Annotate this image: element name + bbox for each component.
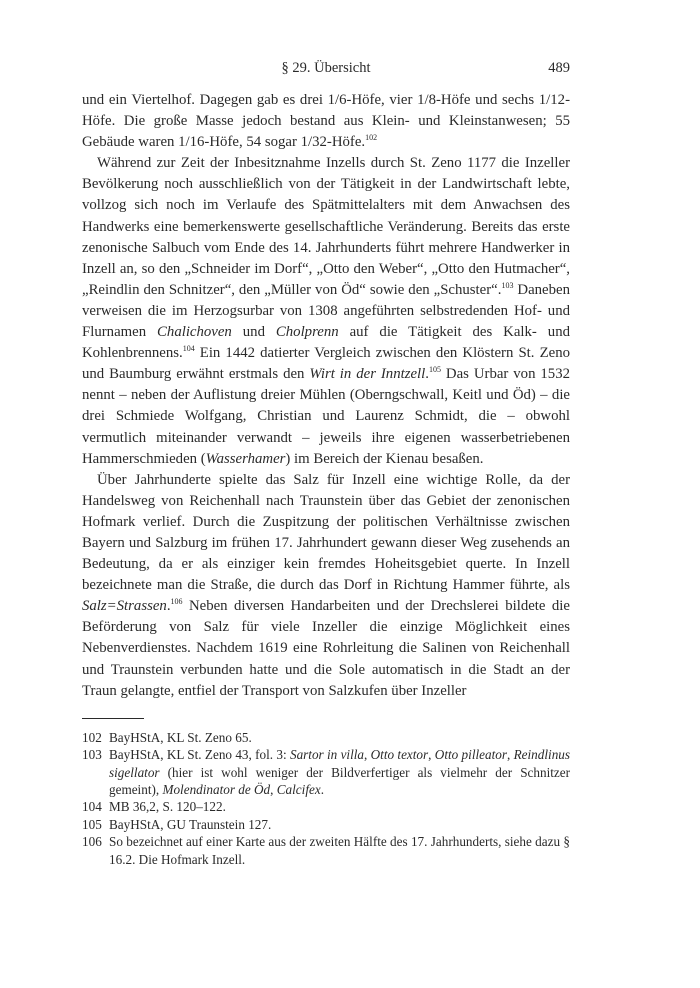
text-run: , <box>364 747 371 763</box>
footnote <box>82 833 570 868</box>
footnote-number: 104 <box>82 799 102 815</box>
italic-text: Molendinator de Öd <box>162 781 271 797</box>
text-run: . <box>166 598 171 615</box>
text-run: Daneben verweisen die im Herzogsurbar von 1308 angeführten selbstredenden Hof- und Flurnamen <box>82 281 570 341</box>
footnote-number: 105 <box>82 816 102 832</box>
text-run: Über Jahrhunderte spielte das Salz für Inzell eine wichtige Rolle, da der Handelsweg von Reichenhall nach Traunstein über das Gebiet der zenonischen Hofmark verlief. Durch die Zuspitzung der politischen Verhältnisse zwischen Bayern und Salzburg im frühen 17. Jahrhundert gewann dieser Weg zusehends an Bedeutung, da er als einziger kein fremdes Hoheitsgebiet querte. In Inzell bezeichnete man die Straße, die durch das Dorf in Richtung Hammer führte, als <box>82 471 570 594</box>
footnote <box>82 816 570 833</box>
text-run: Ein 1442 datierter Vergleich zwischen den Klöstern St. Zeno und Baumburg erwähnt erstmals den <box>82 345 570 383</box>
footnote-marker: 104 <box>182 344 195 354</box>
footnote-marker: 103 <box>501 280 514 290</box>
italic-text: Reindlinus sigellator <box>109 747 571 780</box>
text-run: . <box>425 366 429 383</box>
italic-text: Sartor in villa <box>289 747 365 763</box>
text-run: MB 36,2, S. 120–122. <box>109 799 226 815</box>
footnote-number: 103 <box>82 747 102 763</box>
text-run: BayHStA, KL St. Zeno 43, fol. 3: <box>109 747 290 763</box>
italic-text: Otto textor <box>370 747 429 763</box>
footnote-marker: 102 <box>365 133 378 143</box>
footnote-marker: 106 <box>170 597 183 607</box>
paragraph <box>82 470 570 702</box>
text-run: Während zur Zeit der Inbesitznahme Inzells durch St. Zeno 1177 die Inzeller Bevölkerung noch ausschließlich von der Tätigkeit in der Landwirtschaft lebte, vollzog sich noch im Verlaufe des Spätmittelalters mit dem Anwachsen des Handwerks eine bemerkenswerte gesellschaftliche Veränderung. Bereits das erste zenonische Salbuch vom Ende des 14. Jahrhunderts führt mehrere Handwerker in Inzell an, so den „Schneider im Dorf“, „Otto den Weber“, „Otto den Hutmacher“, „Reindlin den Schnitzer“, den „Müller von Öd“ sowie den „Schuster“. <box>82 155 570 298</box>
footnote-text <box>109 729 570 746</box>
text-run: ) im Bereich der Kienau besaßen. <box>285 450 484 467</box>
footnote <box>82 798 570 815</box>
italic-text: Otto pilleator <box>434 747 507 763</box>
italic-text: Salz=Strassen <box>82 598 167 615</box>
text-run: und <box>231 324 276 341</box>
footnote <box>82 746 570 798</box>
text-run: . <box>320 781 324 797</box>
italic-text: Wirt in der Inntzell <box>309 366 426 383</box>
text-run: , <box>506 747 514 763</box>
text-run: auf die Tätigkeit des Kalk- und Kohlenbrennens. <box>82 324 570 362</box>
footnotes <box>82 729 570 868</box>
footnote-marker: 105 <box>428 365 441 375</box>
text-run: , <box>428 747 435 763</box>
paragraph <box>82 153 570 469</box>
footnote-text <box>109 746 570 798</box>
footnote-separator <box>82 718 144 719</box>
text-run: , <box>270 781 277 797</box>
text-run: BayHStA, GU Traunstein 127. <box>109 816 272 832</box>
footnote-text <box>109 833 570 868</box>
text-run: und ein Viertelhof. Dagegen gab es drei 1/6-Höfe, vier 1/8-Höfe und sechs 1/12-Höfe. Die große Masse jedoch bestand aus Klein- und Kleinstanwesen; 55 Gebäude waren 1/16-Höfe, 54 sogar 1/32-Höfe. <box>82 92 570 151</box>
italic-text: Wasserhamer <box>205 450 286 467</box>
text-run: Das Urbar von 1532 nennt – neben der Auflistung dreier Mühlen (Oberngschwall, Keitl und Öd) – die drei Schmiede Wolfgang, Christian und Laurenz Schmidt, die – obwohl vermutlich miteinander verwandt – jeweils ihre eigenen wasserbetriebenen Hammerschmieden ( <box>82 366 570 467</box>
italic-text: Cholprenn <box>275 324 339 341</box>
paragraph <box>82 90 570 153</box>
footnote-text <box>109 816 570 833</box>
text-run: BayHStA, KL St. Zeno 65. <box>109 729 252 745</box>
book-page <box>82 60 570 868</box>
footnote-text <box>109 798 570 815</box>
footnote-number: 102 <box>82 729 102 745</box>
footnote-number: 106 <box>82 834 102 850</box>
italic-text: Calcifex <box>276 781 321 797</box>
body-text <box>82 90 570 702</box>
italic-text: Chalichoven <box>157 324 232 341</box>
page-number: 489 <box>548 60 570 76</box>
text-run: So bezeichnet auf einer Karte aus der zweiten Hälfte des 17. Jahrhunderts, siehe dazu § 16.2. Die Hofmark Inzell. <box>109 834 570 867</box>
footnote <box>82 729 570 746</box>
text-run: Neben diversen Handarbeiten und der Drechslerei bildete die Beförderung von Salz für viele Inzeller die einzige Möglichkeit eines Nebenverdienstes. Nachdem 1619 eine Rohrleitung die Salinen von Reichenhall und Traunstein verbunden hatte und die Sole automatisch in die Stadt an der Traun gelangte, entfiel der Transport von Salzkufen über Inzeller <box>82 598 570 699</box>
running-header-title: § 29. Übersicht <box>281 60 371 76</box>
text-run: (hier ist wohl weniger der Bildverfertiger als vielmehr der Schnitzer gemeint), <box>109 764 570 797</box>
running-header <box>82 60 570 80</box>
